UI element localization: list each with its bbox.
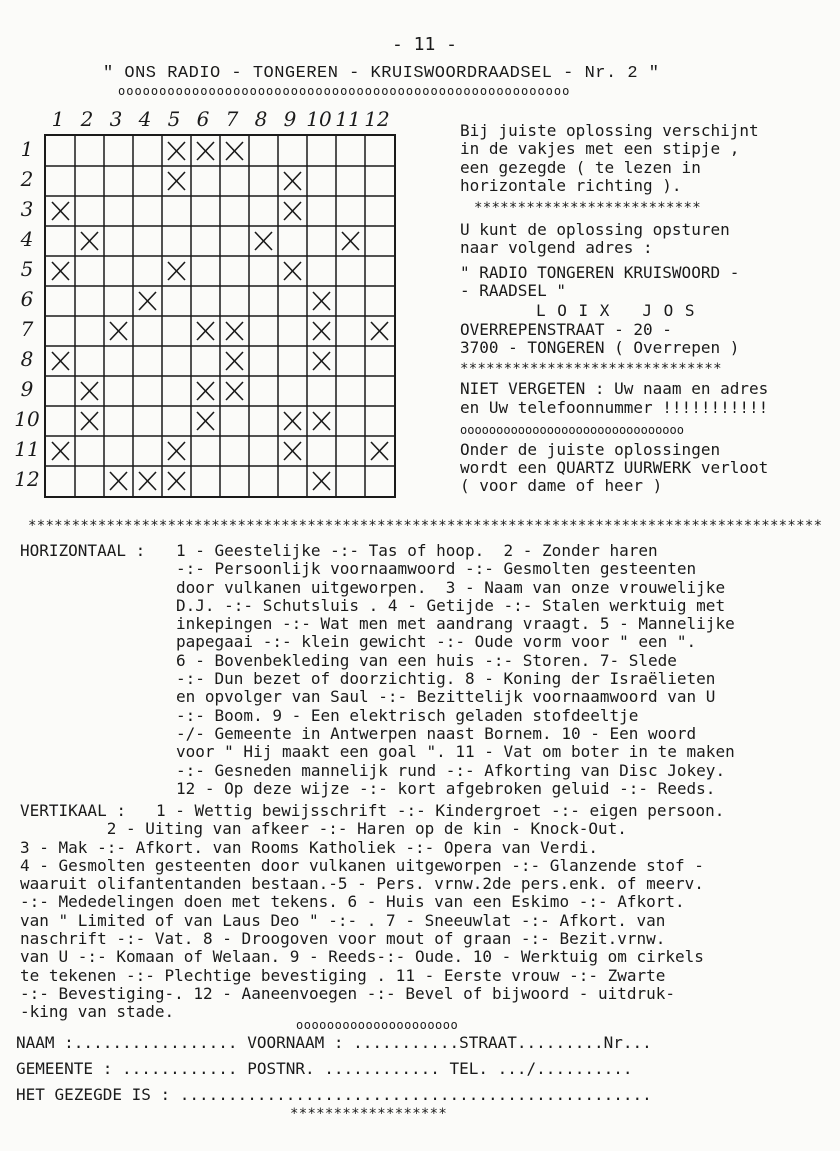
black-cell-x-mark xyxy=(284,262,301,280)
address-street: OVERREPENSTRAAT - 20 - xyxy=(460,319,672,339)
grid-col-number: 4 xyxy=(138,107,152,131)
black-cell-x-mark xyxy=(284,442,301,460)
form-line-address: GEMEENTE : ............ POSTNR. ............ TEL. .../.......... xyxy=(16,1059,633,1078)
black-cell-x-mark xyxy=(313,352,330,370)
black-cell-x-mark xyxy=(197,322,214,340)
grid-col-number: 12 xyxy=(364,107,390,131)
address-person: L O I X J O S xyxy=(536,301,696,321)
black-cell-x-mark xyxy=(139,292,156,310)
grid-col-number: 3 xyxy=(109,107,123,131)
black-cell-x-mark xyxy=(313,292,330,310)
grid-row-number: 4 xyxy=(20,227,34,251)
o-divider: ooooooooooooooooooooooooooooooo xyxy=(460,422,684,437)
grid-row-number: 3 xyxy=(20,197,34,221)
black-cell-x-mark xyxy=(168,142,185,160)
black-cell-x-mark xyxy=(313,472,330,490)
black-cell-x-mark xyxy=(81,232,98,250)
grid-row-number: 5 xyxy=(20,257,34,281)
vertikaal-clues: 1 - Wettig bewijsschrift -:- Kindergroet -:- eigen persoon. 2 - Uiting van afkeer -:- Haren op de kin - Knock-Out. 3 - Mak -:- Afkort. van Rooms Katholiek -:- Opera van Verdi. 4 - Gesmolten gesteenten door vulkanen uitgeworpen -:- Glanzende stof - waaruit olifantentanden bestaan.-5 - Pers. vrnw.2de pers.enk. of meerv. -:- Mededelingen doen met tekens. 6 - Huis van een Eskimo -:- Afkort. van " Limited of van Laus Deo " -:- . 7 - Sneeuwlat -:- Afkort. van naschrift -:- Vat. 8 - Droogoven voor mout of graan -:- Bezit.vrnw. van U -:- Komaan of Welaan. 9 - Reeds-:- Oude. 10 - Werktuig om cirkels te tekenen -:- Plechtige bevestiging . 11 - Eerste vrouw -:- Zwarte -:- Bevestiging-. 12 - Aaneenvoegen -:- Bevel of bijwoord - uitdruk- -king van stade. xyxy=(20,801,725,1022)
black-cell-x-mark xyxy=(284,412,301,430)
black-cell-x-mark xyxy=(81,382,98,400)
black-cell-x-mark xyxy=(226,322,243,340)
black-cell-x-mark xyxy=(168,442,185,460)
black-cell-x-mark xyxy=(52,352,69,370)
grid-col-number: 10 xyxy=(306,107,332,131)
instructions-intro: Bij juiste oplossing verschijnt in de vakjes met een stipje , een gezegde ( te lezen in horizontale richting ). xyxy=(460,121,759,195)
prize-text: Onder de juiste oplossingen wordt een QUARTZ UURWERK verloot ( voor dame of heer ) xyxy=(460,439,769,496)
grid-col-number: 7 xyxy=(225,107,239,131)
black-cell-x-mark xyxy=(226,382,243,400)
black-cell-x-mark xyxy=(284,202,301,220)
black-cell-x-mark xyxy=(52,442,69,460)
grid-row-number: 10 xyxy=(14,407,40,431)
black-cell-x-mark xyxy=(313,322,330,340)
grid-column-numbers xyxy=(44,108,392,132)
grid-row-number: 7 xyxy=(20,317,34,341)
black-cell-x-mark xyxy=(197,412,214,430)
black-cell-x-mark xyxy=(197,142,214,160)
form-line-saying: HET GEZEGDE IS : ................................................. xyxy=(16,1085,652,1104)
stars-divider-2: ****************************** xyxy=(460,361,722,378)
grid-row-number: 6 xyxy=(20,287,34,311)
black-cell-x-mark xyxy=(110,472,127,490)
horizontaal-label: HORIZONTAAL : xyxy=(20,541,146,560)
grid-col-number: 6 xyxy=(196,107,210,131)
form-stars: ****************** xyxy=(290,1106,448,1122)
form-o-divider: ooooooooooooooooooooo xyxy=(296,1018,459,1032)
crossword-grid xyxy=(44,134,396,498)
vertikaal-label: VERTIKAAL : xyxy=(20,801,126,820)
grid-col-number: 11 xyxy=(335,107,361,131)
black-cell-x-mark xyxy=(81,412,98,430)
black-cell-x-mark xyxy=(342,232,359,250)
black-cell-x-mark xyxy=(226,352,243,370)
grid-col-number: 9 xyxy=(283,107,297,131)
section-separator: ******************************************************************************************* xyxy=(28,518,823,534)
horizontaal-clues: 1 - Geestelijke -:- Tas of hoop. 2 - Zonder haren -:- Persoonlijk voornaamwoord -:- Gesmolten gesteenten door vulkanen uitgeworpen. 3 - Naam van onze vrouwelijke D.J. -:- Schutsluis . 4 - Getijde -:- Stalen werktuig met inkepingen -:- Wat men met aandrang vraagt. 5 - Mannelijke papegaai -:- klein gewicht -:- Oude vorm voor " een ". 6 - Bovenbekleding van een huis -:- Storen. 7- Slede -:- Dun bezet of doorzichtig. 8 - Koning der Israëlieten en opvolger van Saul -:- Bezittelijk voornaamwoord van U -:- Boom. 9 - Een elektrisch geladen stofdeeltje -/- Gemeente in Antwerpen naast Bornem. 10 - Een woord voor " Hij maakt een goal ". 11 - Vat om boter in te maken -:- Gesneden mannelijk rund -:- Afkorting van Disc Jokey. 12 - Op deze wijze -:- kort afgebroken geluid -:- Reeds. xyxy=(176,541,735,798)
black-cell-x-mark xyxy=(255,232,272,250)
grid-row-number: 11 xyxy=(14,437,40,461)
black-cell-x-mark xyxy=(168,472,185,490)
black-cell-x-mark xyxy=(197,382,214,400)
grid-col-number: 1 xyxy=(51,107,65,131)
grid-row-number: 1 xyxy=(20,137,34,161)
black-cell-x-mark xyxy=(168,172,185,190)
grid-col-number: 2 xyxy=(80,107,94,131)
stars-divider-1: ************************** xyxy=(474,200,701,217)
title-underline: ooooooooooooooooooooooooooooooooooooooooooooooooooooooo xyxy=(118,84,571,98)
address-city: 3700 - TONGEREN ( Overrepen ) xyxy=(460,337,740,357)
black-cell-x-mark xyxy=(284,172,301,190)
black-cell-x-mark xyxy=(110,322,127,340)
page-number: - 11 - xyxy=(392,34,458,55)
grid-row-number: 12 xyxy=(14,467,40,491)
black-cell-x-mark xyxy=(371,442,388,460)
grid-row-number: 2 xyxy=(20,167,34,191)
grid-row-numbers xyxy=(12,134,42,494)
grid-col-number: 8 xyxy=(254,107,268,131)
send-instructions: U kunt de oplossing opsturen naar volgend adres : xyxy=(460,220,730,258)
black-cell-x-mark xyxy=(168,262,185,280)
black-cell-x-mark xyxy=(371,322,388,340)
reminder-text: NIET VERGETEN : Uw naam en adres en Uw telefoonnummer !!!!!!!!!!! xyxy=(460,379,769,417)
black-cell-x-mark xyxy=(226,142,243,160)
address-name: " RADIO TONGEREN KRUISWOORD - - RAADSEL " xyxy=(460,262,740,301)
black-cell-x-mark xyxy=(52,262,69,280)
black-cell-x-mark xyxy=(139,472,156,490)
grid-col-number: 5 xyxy=(167,107,181,131)
form-line-name: NAAM :................. VOORNAAM : ...........STRAAT.........Nr... xyxy=(16,1033,652,1052)
black-cell-x-mark xyxy=(313,412,330,430)
grid-row-number: 8 xyxy=(20,347,34,371)
black-cell-x-mark xyxy=(52,202,69,220)
grid-row-number: 9 xyxy=(20,377,34,401)
puzzle-title: " ONS RADIO - TONGEREN - KRUISWOORDRAADSEL - Nr. 2 " xyxy=(103,64,660,83)
